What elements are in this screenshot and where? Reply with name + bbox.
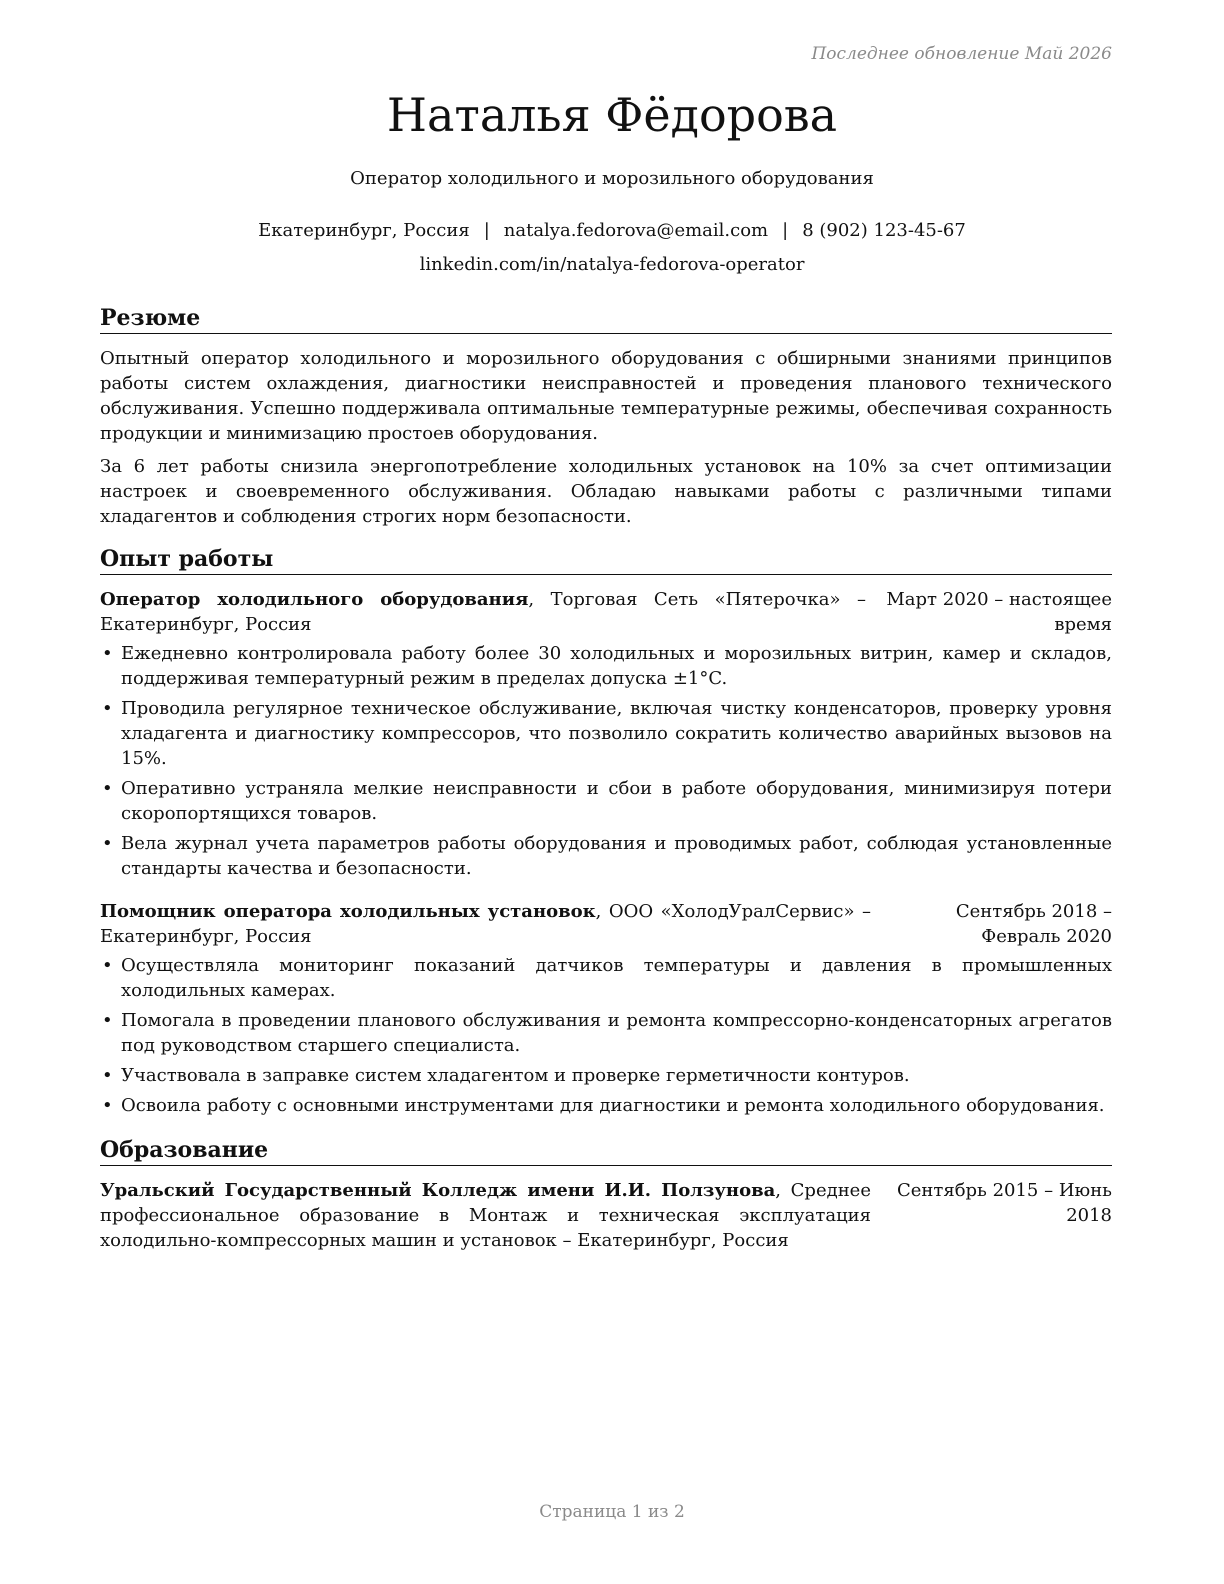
list-item bbox=[100, 831, 1112, 881]
list-item bbox=[100, 641, 1112, 691]
candidate-name: Наталья Фёдорова bbox=[386, 88, 838, 142]
job-details: , ООО «ХолодУралСервис» – Екатеринбург, Россия bbox=[100, 901, 872, 947]
last-updated: Последнее обновление Май 2026 bbox=[811, 44, 1112, 64]
bullet-text: Осуществляла мониторинг показаний датчиков температуры и давления в промышленных холодильных камерах. bbox=[121, 955, 1112, 1001]
bullet-icon: • bbox=[102, 698, 113, 719]
list-item bbox=[100, 1008, 1112, 1058]
job-dates: Сентябрь 2018 – Февраль 2020 bbox=[955, 901, 1112, 947]
education-section bbox=[100, 1136, 1112, 1253]
location: Екатеринбург, Россия bbox=[258, 220, 470, 241]
summary-paragraph: За 6 лет работы снизила энергопотребление холодильных установок на 10% за счет оптимизации настроек и своевременного обслуживания. Обладаю навыками работы с различными типами хладагентов и соблюдения строгих норм безопасности. bbox=[100, 456, 1112, 527]
bullet-icon: • bbox=[102, 778, 113, 799]
list-item bbox=[100, 776, 1112, 826]
education-details: , Среднее профессиональное образование в Монтаж и техническая эксплуатация холодильно-компрессорных машин и установок – Екатеринбург, Россия bbox=[100, 1180, 871, 1251]
separator: | bbox=[483, 220, 490, 241]
job-title: Оператор холодильного и морозильного оборудования bbox=[350, 168, 874, 189]
bullet-text: Проводила регулярное техническое обслуживание, включая чистку конденсаторов, проверку уровня хладагента и диагностику компрессоров, что позволило сократить количество аварийных вызовов на 15%. bbox=[121, 698, 1112, 769]
list-item bbox=[100, 696, 1112, 771]
job-bullets bbox=[100, 953, 1112, 1118]
bullet-text: Оперативно устраняла мелкие неисправности и сбои в работе оборудования, минимизируя потери скоропортящихся товаров. bbox=[121, 778, 1112, 824]
job-details: , Торговая Сеть «Пятерочка» – Екатеринбург, Россия bbox=[100, 589, 866, 635]
bullet-text: Освоила работу с основными инструментами для диагностики и ремонта холодильного оборудования. bbox=[121, 1095, 1105, 1116]
institution-name: Уральский Государственный Колледж имени И.И. Ползунова bbox=[100, 1180, 776, 1201]
bullet-icon: • bbox=[102, 955, 113, 976]
page-number: Страница 1 из 2 bbox=[539, 1502, 685, 1522]
bullet-icon: • bbox=[102, 1010, 113, 1031]
bullet-text: Помогала в проведении планового обслуживания и ремонта компрессорно-конденсаторных агрегатов под руководством старшего специалиста. bbox=[121, 1010, 1112, 1056]
section-heading: Образование bbox=[100, 1136, 1112, 1166]
linkedin-link[interactable]: linkedin.com/in/natalya-fedorova-operator bbox=[419, 254, 805, 275]
list-item bbox=[100, 1063, 1112, 1088]
list-item bbox=[100, 1093, 1112, 1118]
bullet-icon: • bbox=[102, 1065, 113, 1086]
bullet-icon: • bbox=[102, 643, 113, 664]
job-position: Помощник оператора холодильных установок bbox=[100, 901, 596, 922]
bullet-text: Участвовала в заправке систем хладагентом и проверке герметичности контуров. bbox=[121, 1065, 910, 1086]
bullet-icon: • bbox=[102, 833, 113, 854]
bullet-icon: • bbox=[102, 1095, 113, 1116]
email-link[interactable]: natalya.fedorova@email.com bbox=[503, 220, 769, 241]
contact-line bbox=[0, 220, 1224, 241]
bullet-text: Вела журнал учета параметров работы оборудования и проводимых работ, соблюдая установленные стандарты качества и безопасности. bbox=[121, 833, 1112, 879]
summary-section bbox=[100, 304, 1112, 529]
resume-body bbox=[100, 304, 1112, 1257]
job-bullets bbox=[100, 641, 1112, 881]
job-position: Оператор холодильного оборудования bbox=[100, 589, 529, 610]
job-header bbox=[100, 899, 1112, 949]
job-entry bbox=[100, 899, 1112, 1118]
phone-number: 8 (902) 123-45-67 bbox=[802, 220, 966, 241]
section-heading: Резюме bbox=[100, 304, 1112, 334]
separator: | bbox=[782, 220, 789, 241]
bullet-text: Ежедневно контролировала работу более 30 холодильных и морозильных витрин, камер и складов, поддерживая температурный режим в пределах допуска ±1°C. bbox=[121, 643, 1112, 689]
job-header bbox=[100, 587, 1112, 637]
summary-paragraph: Опытный оператор холодильного и морозильного оборудования с обширными знаниями принципов работы систем охлаждения, диагностики неисправностей и проведения планового технического обслуживания. Успешно поддерживала оптимальные температурные режимы, обеспечивая сохранность продукции и минимизацию простоев оборудования. bbox=[100, 348, 1112, 444]
list-item bbox=[100, 953, 1112, 1003]
education-dates: Сентябрь 2015 – Июнь 2018 bbox=[896, 1180, 1112, 1226]
job-entry bbox=[100, 587, 1112, 881]
job-dates: Март 2020 – настоящее время bbox=[886, 589, 1112, 635]
education-entry bbox=[100, 1178, 1112, 1253]
experience-section bbox=[100, 545, 1112, 1118]
section-heading: Опыт работы bbox=[100, 545, 1112, 575]
